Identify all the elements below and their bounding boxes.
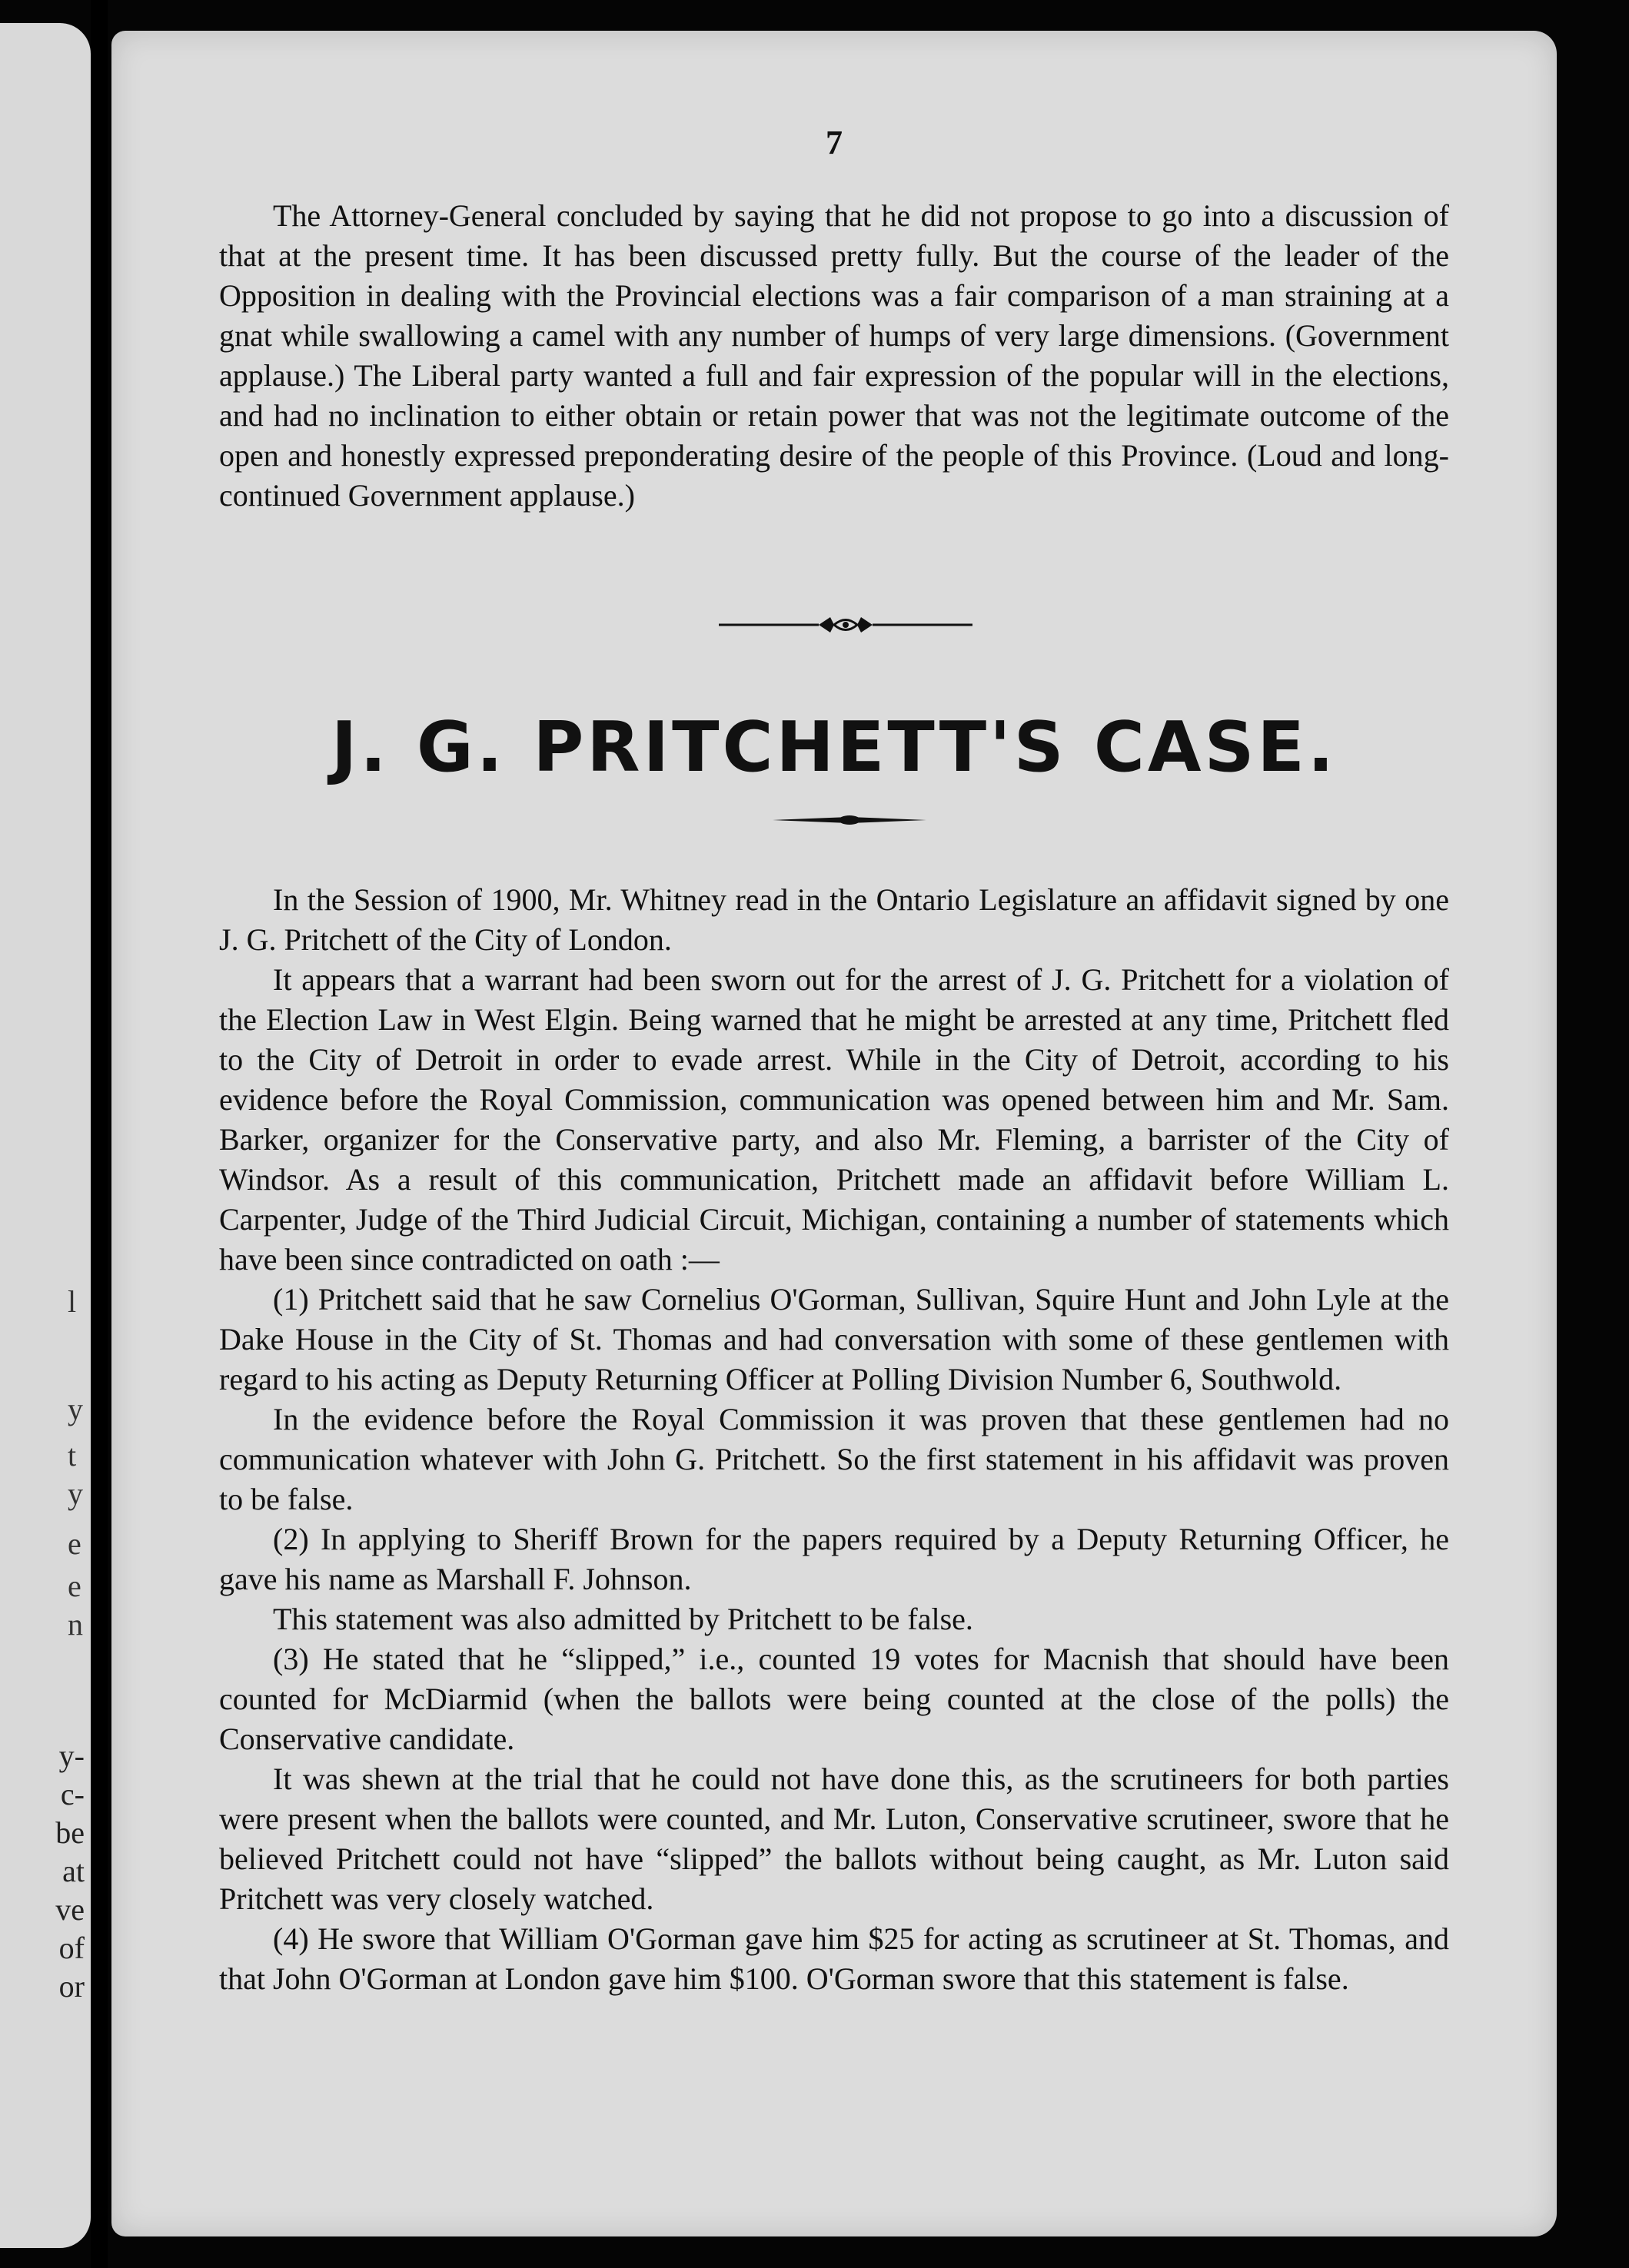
body-paragraph: In the evidence before the Royal Commission it was proven that these gentlemen had no communication whatever with John G. Pritchett. So the first statement in his affidavit was proven to be false. bbox=[219, 1402, 1449, 1516]
section-heading: J. G. PRITCHETT'S CASE. bbox=[331, 707, 1338, 788]
margin-fragment: t bbox=[68, 1438, 77, 1473]
margin-fragment: l bbox=[68, 1284, 77, 1319]
margin-fragment: y bbox=[68, 1392, 83, 1426]
body-text-block bbox=[219, 880, 1449, 1999]
body-paragraph: (3) He stated that he “slipped,” i.e., counted 19 votes for Macnish that should have been counted for McDiarmid (when the ballots were being counted at the close of the polls) the Conservative candidate. bbox=[219, 1642, 1449, 1756]
body-paragraph: It was shewn at the trial that he could not have done this, as the scrutineers for both parties were present when the ballots were counted, and Mr. Luton, Conservative scrutineer, swore that he believed Pritchett could not have “slipped” the ballots without being caught, as Mr. Luton said Pritchett was very closely watched. bbox=[219, 1762, 1449, 1916]
margin-fragment: e bbox=[68, 1526, 81, 1561]
body-paragraph: (1) Pritchett said that he saw Cornelius O'Gorman, Sullivan, Squire Hunt and John Lyle at the Dake House in the City of St. Thomas and had conversation with some of these gentlemen with regard to his acting as Deputy Returning Officer at Polling Division Number 6, Southwold. bbox=[219, 1282, 1449, 1396]
intro-paragraph-block bbox=[219, 196, 1449, 516]
previous-page-margin-text bbox=[0, 1737, 91, 2006]
margin-fragment: be bbox=[55, 1815, 85, 1850]
margin-fragment: at bbox=[62, 1854, 85, 1888]
heading-underline-rule bbox=[773, 815, 926, 825]
margin-fragment: c- bbox=[60, 1777, 85, 1811]
intro-paragraph: The Attorney-General concluded by saying that he did not propose to go into a discussion of that at the present time. It has been discussed pretty fully. But the course of the leader of the Opposition in dealing with the Provincial elections was a fair comparison of a man straining at a gnat while swallowing a camel with any number of humps of very large dimensions. (Government applause.) The Liberal party wanted a full and fair expression of the popular will in the elections, and had no inclination to either obtain or retain power that was not the legitimate outcome of the open and honestly expressed preponderating desire of the people of this Province. (Loud and long-continued Government applause.) bbox=[219, 198, 1449, 513]
document-page bbox=[111, 31, 1557, 2236]
margin-fragment: of bbox=[58, 1931, 85, 1965]
margin-fragment: y- bbox=[58, 1738, 85, 1773]
book-binding-gutter bbox=[91, 0, 108, 2268]
margin-fragment: y bbox=[68, 1476, 83, 1511]
body-paragraph: (4) He swore that William O'Gorman gave him $25 for acting as scrutineer at St. Thomas, and that John O'Gorman at London gave him $100. O'Gorman swore that this statement is false. bbox=[219, 1921, 1449, 1996]
ornament-divider bbox=[719, 615, 972, 635]
body-paragraph: This statement was also admitted by Pritchett to be false. bbox=[273, 1602, 973, 1636]
margin-fragment: e bbox=[68, 1569, 81, 1603]
page-number: 7 bbox=[826, 124, 843, 161]
body-paragraph: (2) In applying to Sheriff Brown for the papers required by a Deputy Returning Officer, he gave his name as Marshall F. Johnson. bbox=[219, 1522, 1449, 1596]
margin-fragment: n bbox=[68, 1607, 83, 1642]
body-paragraph: It appears that a warrant had been sworn out for the arrest of J. G. Pritchett for a violation of the Election Law in West Elgin. Being warned that he might be arrested at any time, Pritchett fled to the City of Detroit in order to evade arrest. While in the City of Detroit, according to his evidence before the Royal Commission, communication was opened between him and Mr. Sam. Barker, organizer for the Conservative party, and also Mr. Fleming, a barrister of the City of Windsor. As a result of this communication, Pritchett made an affidavit before William L. Carpenter, Judge of the Third Judicial Circuit, Michigan, containing a number of statements which have been since contradicted on oath :— bbox=[219, 962, 1449, 1277]
previous-page-edge bbox=[0, 23, 91, 2248]
margin-fragment: ve bbox=[55, 1892, 85, 1927]
body-paragraph: In the Session of 1900, Mr. Whitney read in the Ontario Legislature an affidavit signed by one J. G. Pritchett of the City of London. bbox=[219, 882, 1449, 957]
margin-fragment: or bbox=[58, 1969, 85, 2004]
